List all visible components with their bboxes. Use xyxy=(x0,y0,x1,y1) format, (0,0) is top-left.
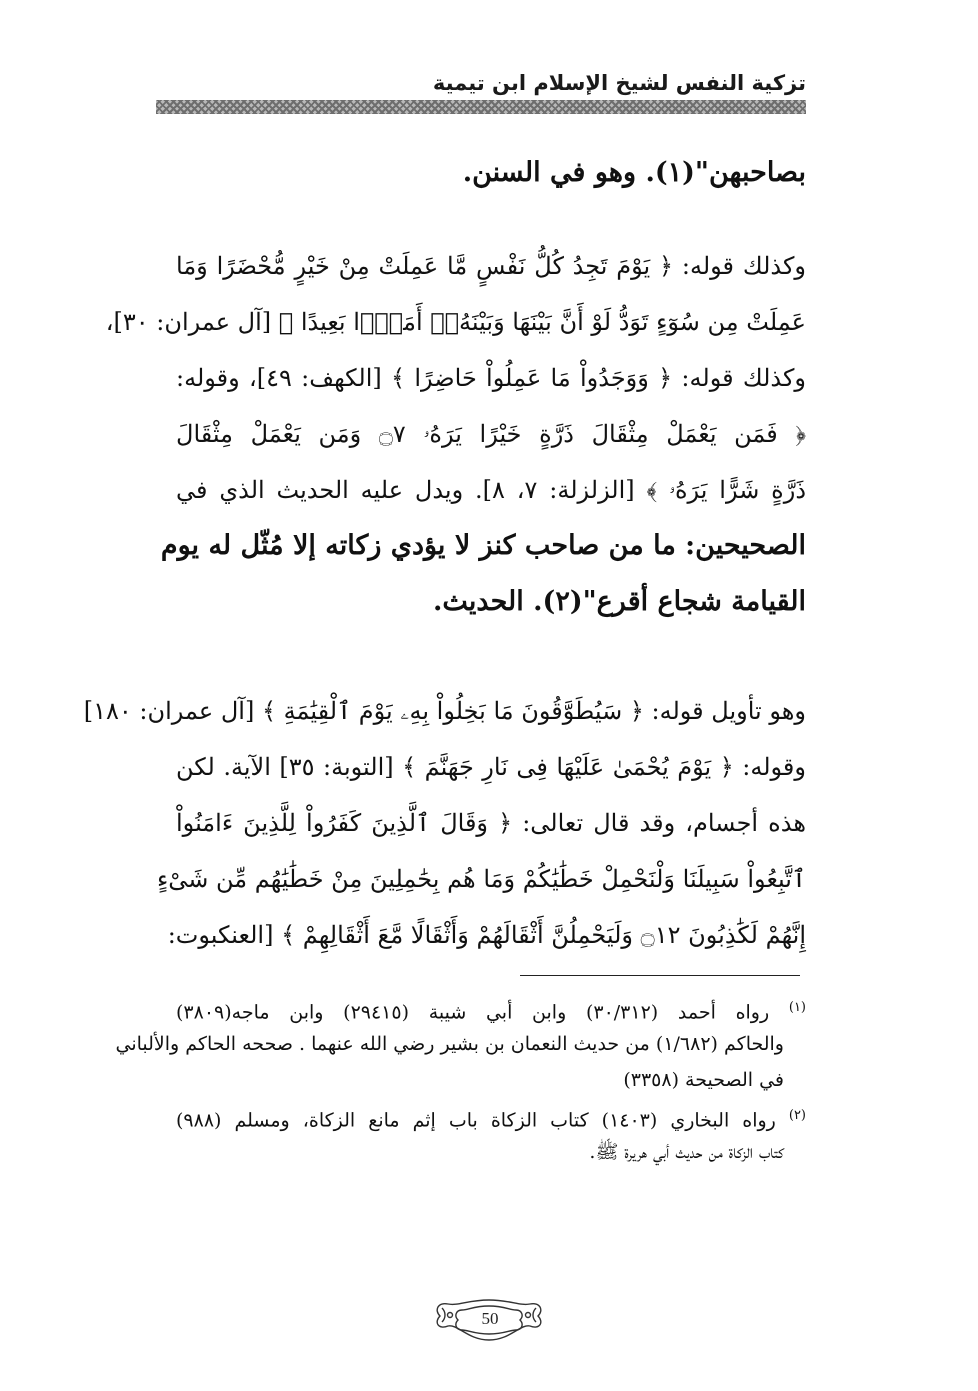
footnote-separator xyxy=(520,975,800,976)
footnote-2-marker: (٢) xyxy=(788,1108,806,1123)
footnote-2-line: كتاب الزكاة من حديث أبي هريرة ﷺ. xyxy=(589,1141,784,1163)
text-line: وكذلك قوله: ﴿ وَوَجَدُواْ مَا عَمِلُواْ حَاضِرًا ﴾ [الكهف: ٤٩]، وقوله: xyxy=(176,364,806,392)
header-ornament-band xyxy=(156,100,806,114)
text-line: القيامة شجاع أقرع"(٢). الحديث. xyxy=(432,586,806,617)
text-line: ذَرَّةٍ شَرًّا يَرَهُۥ ﴾ [الزلزلة: ٧، ٨]. ويدل عليه الحديث الذي في xyxy=(176,476,807,504)
text-line: بصاحبهن"(١). وهو في السنن. xyxy=(462,157,806,188)
running-header-title: تزكية النفس لشيخ الإسلام ابن تيمية xyxy=(432,71,806,95)
footnote-1-line: في الصحيحة (٣٣٥٨) xyxy=(623,1069,784,1091)
footnotes xyxy=(115,990,806,1170)
text-line: ٱتَّبِعُواْ سَبِيلَنَا وَلْنَحْمِلْ خَطَٰيَٰكُمْ وَمَا هُم بِحَٰمِلِينَ مِنْ خَطَٰيَٰهُم مِّن شَىْءٍ xyxy=(156,865,806,893)
text-line: عَمِلَتْ مِن سُوٓءٍ تَوَدُّ لَوْ أَنَّ بَيْنَهَا وَبَيْنَهُۥٓ أَمَدًۢا بَعِيدًا ﴾ [آل عمران: ٣٠]، xyxy=(105,308,806,336)
text-line: وهو تأويل قوله: ﴿ سَيُطَوَّقُونَ مَا بَخِلُواْ بِهِۦ يَوْمَ ٱلْقِيَٰمَةِ ﴾ [آل عمران: ١٨٠] xyxy=(83,697,806,725)
text-line: وكذلك قوله: ﴿ يَوْمَ تَجِدُ كُلُّ نَفْسٍ مَّا عَمِلَتْ مِنْ خَيْرٍ مُّحْضَرًا وَمَا xyxy=(176,252,806,280)
paragraph-3 xyxy=(83,683,806,963)
footnote-1-marker: (١) xyxy=(788,1000,806,1015)
text-line: الصحيحين: ما من صاحب كنز لا يؤدي زكاته إلا مُثّل له يوم xyxy=(160,530,806,561)
footnote-1-line: والحاكم (١/٦٨٢) من حديث النعمان بن بشير رضي الله عنهما . صححه الحاكم والألباني xyxy=(115,1033,784,1055)
text-line: وقوله: ﴿ يَوْمَ يُحْمَىٰ عَلَيْهَا فِى نَارِ جَهَنَّمَ ﴾ [التوبة: ٣٥] الآية. لكن xyxy=(176,753,806,781)
paragraph-2 xyxy=(105,238,807,630)
footnote-1-text: رواه أحمد (٣٠/٣١٢) وابن أبي شيبة (٢٩٤١٥) وابن ماجه(٣٨٠٩) xyxy=(176,1001,770,1024)
footnote-2-line xyxy=(176,1098,806,1134)
text-line: إِنَّهُمْ لَكَٰذِبُونَ ۝١٢ وَلَيَحْمِلُنَّ أَثْقَالَهُمْ وَأَثْقَالًا مَّعَ أَثْقَالِهِمْ ﴾ [العنكبوت: xyxy=(167,921,806,949)
paragraph-1 xyxy=(176,145,806,201)
footnote-1-line xyxy=(176,990,806,1026)
footnote-2-text: رواه البخاري (١٤٠٣) كتاب الزكاة باب إثم مانع الزكاة، ومسلم (٩٨٨) xyxy=(176,1109,776,1132)
text-line: هذه أجسام، وقد قال تعالى: ﴿ وَقَالَ ٱلَّذِينَ كَفَرُواْ لِلَّذِينَ ءَامَنُواْ xyxy=(176,809,806,837)
text-line: ﴿ فَمَن يَعْمَلْ مِثْقَالَ ذَرَّةٍ خَيْرًا يَرَهُۥ ۝٧ وَمَن يَعْمَلْ مِثْقَالَ xyxy=(176,420,806,448)
page-number: 50 xyxy=(481,1309,499,1328)
